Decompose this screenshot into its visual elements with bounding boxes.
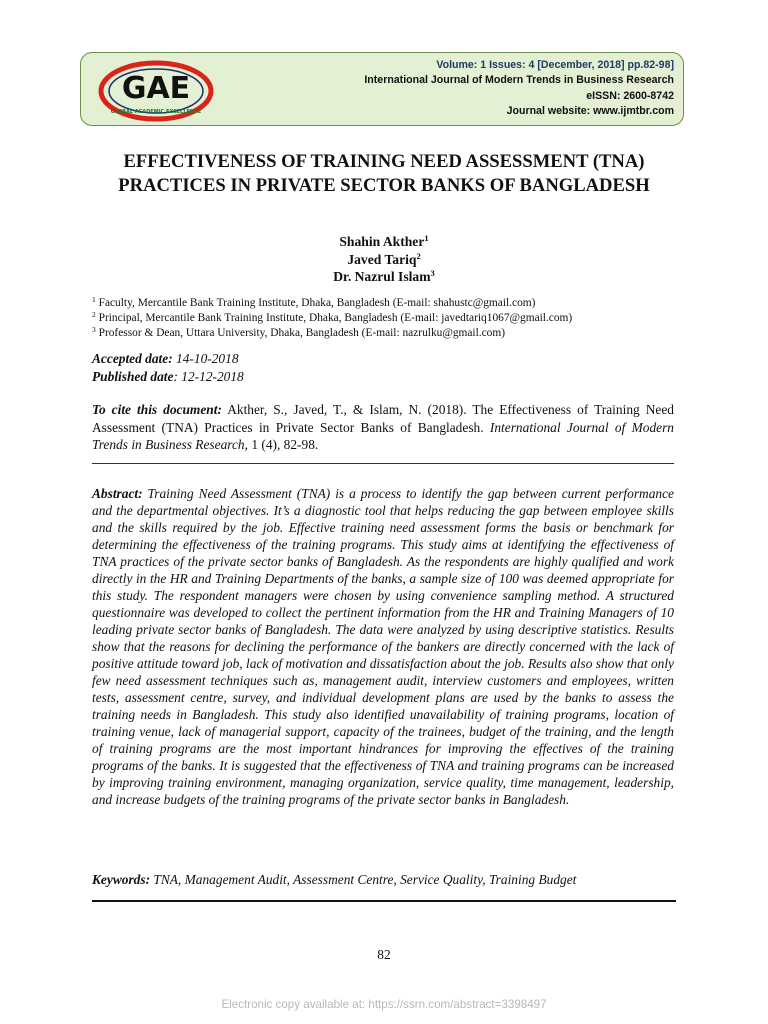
keywords xyxy=(92,871,674,888)
volume-line: Volume: 1 Issues: 4 [December, 2018] pp.82-98] xyxy=(436,59,674,71)
affiliation: $^1$ Faculty, Mercantile Bank Training Institute, Dhaka, Bangladesh (E-mail: shahustc@gmail.com) xyxy=(92,295,536,309)
citation: To cite this document: Akther, S., Javed, T., & Islam, N. (2018). The Effectiveness of Training Need Assessment (TNA) Practices in Private Sector Banks of Bangladesh. International Journal of Modern Trends in Business Research, 1 (4), 82-98. xyxy=(92,402,675,453)
affiliation-list xyxy=(92,296,692,342)
svg-text:GLOBAL ACADEMIC EXCELLENCE: GLOBAL ACADEMIC EXCELLENCE xyxy=(110,109,202,115)
author: Dr. Nazrul Islam$^3$ xyxy=(333,268,435,284)
citation-journal: International Journal of Modern Trends in Business Research, xyxy=(92,419,675,453)
abstract-label: Abstract: xyxy=(92,486,143,501)
page-number: 82 xyxy=(377,947,391,962)
abstract xyxy=(92,485,674,808)
eissn: eISSN: 2600-8742 xyxy=(586,89,674,102)
ssrn-footer-link[interactable]: Electronic copy available at: https://ssrn.com/abstract=3398497 xyxy=(221,998,547,1011)
journal-website: Journal website: www.ijmtbr.com xyxy=(506,104,674,117)
divider xyxy=(92,463,674,464)
publication-dates xyxy=(92,350,244,386)
citation-label: To cite this document: xyxy=(92,402,222,417)
author-list xyxy=(92,233,676,286)
keywords-text: TNA, Management Audit, Assessment Centre, Service Quality, Training Budget xyxy=(150,872,577,887)
affiliation: $^3$ Professor & Dean, Uttara University, Dhaka, Bangladesh (E-mail: nazrulku@gmail.com) xyxy=(92,325,506,340)
affiliation: $^2$ Principal, Mercantile Bank Training Institute, Dhaka, Bangladesh (E-mail: javedtariq1067@gmail.com) xyxy=(92,310,573,325)
divider xyxy=(92,900,676,902)
journal-name: International Journal of Modern Trends in Business Research xyxy=(364,74,674,87)
author: Javed Tariq$^2$ xyxy=(347,250,421,267)
svg-text:GAE: GAE xyxy=(121,71,191,106)
journal-info xyxy=(364,58,674,119)
accepted-date: Accepted date: 14-10-2018 xyxy=(92,351,239,366)
paper-title: EFFECTIVENESS OF TRAINING NEED ASSESSMENT (TNA) PRACTICES IN PRIVATE SECTOR BANKS OF BANGLADESH xyxy=(118,151,650,196)
published-date: Published date: 12-12-2018 xyxy=(92,369,244,385)
author: Shahin Akther$^1$ xyxy=(339,233,429,249)
keywords-label: Keywords: xyxy=(92,872,151,887)
abstract-text: Training Need Assessment (TNA) is a process to identify the gap between current performance and the departmental objectives. It’s a diagnostic tool that helps reducing the gap between employee skills and the skills required by the job. Effective training need assessment forms the basis or benchmark for determining the effectiveness of the training programs. This study aims at identifying the effectiveness of TNA practices of the private sector banks of Bangladesh. As the respondents are highly qualified and work directly in the HR and Training Departments of the banks, a sample size of 100 was deemed appropriate for this study. The respondent managers were chosen by using convenience sampling method. A structured questionnaire was developed to collect the pertinent information from the HR and Training Managers of 10 leading private sector banks of Bangladesh. The data were analyzed by using descriptive statistics. Results show that the reasons for declining the performance of the bankers are directly concerned with the lack of positive attitude toward job, lack of motivation and dissatisfaction about the job. Results also show that only few need assessment techniques such as, management audit, interview customers and employees, written tests, assessment centre, survey, and individual development plans are used by the banks to assess the training needs in Bangladesh. This study also identified unavailability of training programs, location of training venue, lack of managerial support, capacity of the trainees, budget of the training, and the length of training programs are the most important hindrances for improving the effectives of the training programs of the banks. It is suggested that the effectiveness of TNA and training programs can be increased by improving training environment, managing organization, service quality, time management, leadership, and increase budgets of the training programs of the private sector banks in Bangladesh. xyxy=(92,486,674,807)
gae-logo xyxy=(96,58,214,124)
